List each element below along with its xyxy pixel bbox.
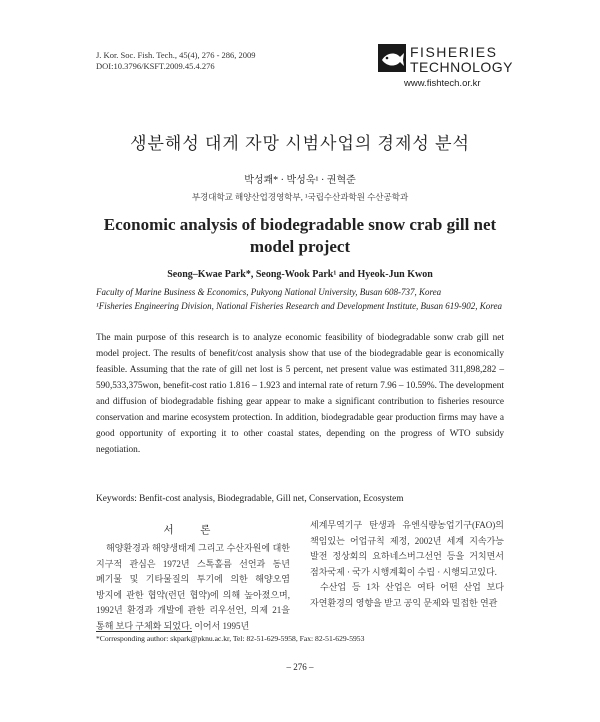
korean-title: 생분해성 대게 자망 시범사업의 경제성 분석 (130, 134, 470, 153)
body-paragraph: 해양환경과 해양생태계 그리고 수산자원에 대한 지구적 관심은 1972년 스톡홀름 선언과 동년 폐기물 및 기타물질의 투기에 의한 해양오염 방지에 관한 협약(런던 협약)에 의해 높아졌으며, 1992년 환경과 개발에 관한 리우선언, 의제 21을 통해 보다 구체화 되었다. 이어서 1995년 (96, 543, 290, 631)
corresponding-author-footnote: *Corresponding author: skpark@pknu.ac.kr, Tel: 82-51-629-5958, Fax: 82-51-629-5953 (96, 634, 365, 643)
keywords: Keywords: Benfit-cost analysis, Biodegradable, Gill net, Conservation, Ecosystem (96, 494, 404, 504)
logo-line2: TECHNOLOGY (410, 59, 514, 75)
left-column (96, 518, 290, 635)
korean-authors: 박성쾌* · 박성욱¹ · 권혁준 (244, 175, 356, 186)
english-title-line1: Economic analysis of biodegradable snow crab gill net (103, 215, 497, 234)
body-paragraph: 수산업 등 1차 산업은 여타 어떤 산업 보다 자연환경의 영향을 받고 공익 문제와 밀접한 연관 (310, 582, 504, 608)
page-number: – 276 – (286, 662, 314, 672)
right-column (310, 518, 504, 612)
right-column-text (310, 518, 504, 612)
english-title-line2: model project (249, 237, 351, 256)
left-column-text (96, 541, 290, 635)
english-affiliation-1: Faculty of Marine Business & Economics, Pukyong National University, Busan 608-737, Korea (96, 287, 442, 297)
section-heading: 서 론 (163, 525, 223, 536)
abstract: The main purpose of this research is to analyze economic feasibility of biodegradable sonw crab gill net model project. The results of benefit/cost analysis show that use of the biodegradable gear is economically feasible. Assuming that the rate of gill net lost is 5 percent, net present value was estimated 311,898,282 – 590,533,375won, benefit-cost ratio 1.816 – 1.923 and internal rate of return 7.96 – 10.59%. The development and diffusion of biodegradable fishing gear appear to make a significant contribution to fisheries resource conservation and marine ecosystem protection. In addition, biodegradable gear production firms may have a good opportunity of exporting it to other coastal states, depending on the progress of WTO subsidy negotiation. (96, 333, 504, 455)
english-authors: Seong–Kwae Park*, Seong-Wook Park¹ and Hyeok-Jun Kwon (167, 269, 433, 280)
body-paragraph: 세계무역기구 탄생과 유엔식량농업기구(FAO)의 책임있는 어업규칙 제정, 2002년 세계 지속가능 발전 정상회의 요하네스버그선언 등을 거치면서 점차국제 · 국가 시행계획이 수립 · 시행되고있다. (310, 520, 504, 577)
footnote-divider (96, 631, 192, 632)
logo-line1: FISHERIES (410, 44, 498, 60)
logo-url[interactable]: www.fishtech.or.kr (404, 78, 481, 89)
journal-citation: J. Kor. Soc. Fish. Tech., 45(4), 276 - 286, 2009 (96, 50, 256, 60)
journal-logo (378, 42, 514, 100)
doi: DOI:10.3796/KSFT.2009.45.4.276 (96, 61, 215, 71)
english-title (60, 214, 540, 258)
korean-affiliation: 부경대학교 해양산업경영학부, ¹국립수산과학원 수산공학과 (191, 192, 409, 202)
english-affiliation-2: ¹Fisheries Engineering Division, National Fisheries Research and Development Institute, Busan 619-902, Korea (96, 301, 502, 311)
fish-logo-icon (378, 44, 406, 72)
journal-info (96, 50, 256, 72)
